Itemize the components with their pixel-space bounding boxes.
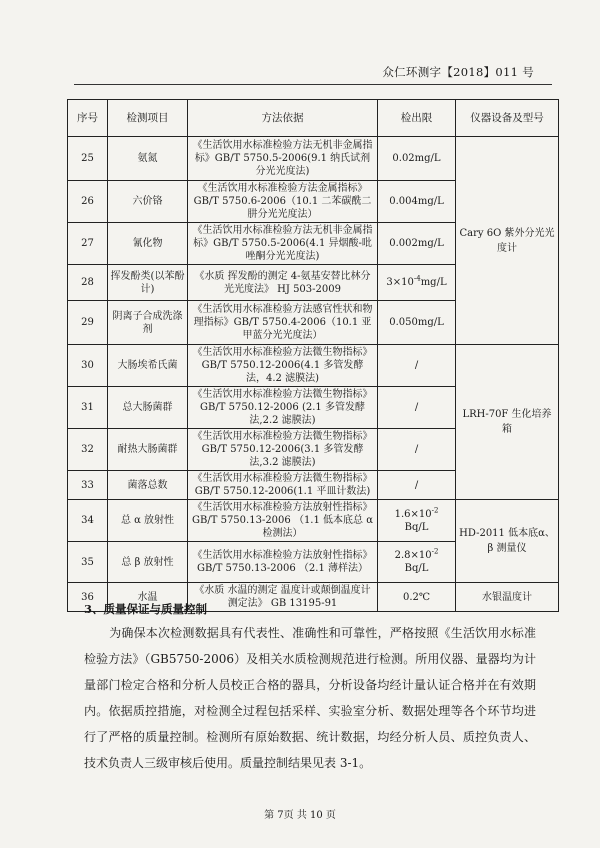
row-no: 25	[68, 137, 108, 181]
row-method: 《水质 挥发酚的测定 4-氨基安替比林分光光度法》 HJ 503-2009	[188, 265, 378, 301]
row-method: 《生活饮用水标准检验方法放射性指标》GB/T 5750.13-2006 （1.1 低本底总 α 检测法）	[188, 500, 378, 542]
row-item: 氰化物	[108, 223, 188, 265]
instrument-uv: Cary 6O 紫外分光光度计	[456, 137, 559, 345]
col-header-no: 序号	[68, 100, 108, 137]
row-item: 总 α 放射性	[108, 500, 188, 542]
row-limit: /	[378, 471, 456, 500]
row-item: 总 β 放射性	[108, 542, 188, 583]
row-item: 总大肠菌群	[108, 387, 188, 429]
row-method: 《生活饮用水标准检验方法微生物指标》GB/T 5750.12-2006(4.1 多管发酵法，4.2 滤膜法)	[188, 345, 378, 387]
row-limit: /	[378, 429, 456, 471]
row-no: 36	[68, 583, 108, 612]
row-limit: 0.002mg/L	[378, 223, 456, 265]
row-method: 《生活饮用水标准检验方法放射性指标》GB/T 5750.13-2006 （2.1 薄样法）	[188, 542, 378, 583]
row-limit	[378, 542, 456, 583]
row-method: 《生活饮用水标准检验方法微生物指标》GB/T 5750.12-2006 (2.1 多管发酵法,2.2 滤膜法)	[188, 387, 378, 429]
row-method: 《生活饮用水标准检验方法微生物指标》GB/T 5750.12-2006(1.1 平皿计数法)	[188, 471, 378, 500]
limit-unit: mg/L	[420, 277, 447, 288]
table-header-row	[68, 100, 559, 137]
section-heading: 3、质量保证与质量控制	[84, 602, 208, 616]
col-header-limit: 检出限	[378, 100, 456, 137]
limit-exponent: -2	[431, 547, 439, 556]
row-no: 35	[68, 542, 108, 583]
limit-base: 1.6×10	[394, 508, 432, 520]
row-item: 挥发酚类(以苯酚计)	[108, 265, 188, 301]
col-header-item: 检测项目	[108, 100, 188, 137]
row-no: 29	[68, 301, 108, 345]
limit-unit: Bq/L	[404, 521, 429, 533]
row-limit	[378, 500, 456, 542]
limit-exponent: -2	[431, 506, 439, 515]
test-method-table	[67, 99, 559, 612]
row-no: 34	[68, 500, 108, 542]
instrument-incubator: LRH-70F 生化培养箱	[456, 345, 559, 500]
row-item: 阴离子合成洗涤剂	[108, 301, 188, 345]
row-no: 32	[68, 429, 108, 471]
row-no: 33	[68, 471, 108, 500]
row-no: 28	[68, 265, 108, 301]
row-no: 26	[68, 181, 108, 223]
row-limit	[378, 265, 456, 301]
table-row	[68, 137, 559, 181]
row-no: 30	[68, 345, 108, 387]
row-limit: /	[378, 387, 456, 429]
instrument-thermometer: 水银温度计	[456, 583, 559, 612]
table-row	[68, 500, 559, 542]
row-item: 菌落总数	[108, 471, 188, 500]
row-item: 六价铬	[108, 181, 188, 223]
row-no: 27	[68, 223, 108, 265]
instrument-radiation: HD-2011 低本底α、β 测量仪	[456, 500, 559, 583]
row-method: 《生活饮用水标准检验方法金属指标》GB/T 5750.6-2006（10.1 二苯碳酰二肼分光光度法）	[188, 181, 378, 223]
row-method: 《生活饮用水标准检验方法无机非金属指标》GB/T 5750.5-2006(9.1 纳氏试剂分光光度法)	[188, 137, 378, 181]
limit-exponent: -4	[413, 274, 421, 283]
row-limit: /	[378, 345, 456, 387]
row-item: 水温	[108, 583, 188, 612]
row-limit: 0.050mg/L	[378, 301, 456, 345]
row-method: 《水质 水温的测定 温度计或颠倒温度计测定法》 GB 13195-91	[188, 583, 378, 612]
row-item: 氨氮	[108, 137, 188, 181]
limit-base: 2.8×10	[394, 550, 432, 561]
row-limit: 0.004mg/L	[378, 181, 456, 223]
row-limit: 0.02mg/L	[378, 137, 456, 181]
row-method: 《生活饮用水标准检验方法微生物指标》GB/T 5750.12-2006(3.1 多管发酵法,3.2 滤膜法)	[188, 429, 378, 471]
header-divider	[74, 84, 552, 85]
row-no: 31	[68, 387, 108, 429]
col-header-method: 方法依据	[188, 100, 378, 137]
row-method: 《生活饮用水标准检验方法感官性状和物理指标》GB/T 5750.4-2006（10.1 亚甲蓝分光光度法）	[188, 301, 378, 345]
row-item: 耐热大肠菌群	[108, 429, 188, 471]
limit-base: 3×10	[386, 277, 414, 288]
row-limit: 0.2℃	[378, 583, 456, 612]
table-row	[68, 345, 559, 387]
limit-unit: Bq/L	[404, 563, 429, 574]
row-method: 《生活饮用水标准检验方法无机非金属指标》GB/T 5750.5-2006(4.1 异烟酸-吡唑酮分光光度法)	[188, 223, 378, 265]
page-number: 第 7页 共 10 页	[264, 810, 336, 821]
col-header-instrument: 仪器设备及型号	[456, 100, 559, 137]
row-item: 大肠埃希氏菌	[108, 345, 188, 387]
report-code: 众仁环测字【2018】011 号	[382, 65, 534, 79]
section-paragraph: 为确保本次检测数据具有代表性、准确性和可靠性，严格按照《生活饮用水标准检验方法》（GB5750-2006）及相关水质检测规范进行检测。所用仪器、量器均为计量部门检定合格和分析人员校正合格的器具，分析设备均经计量认证合格并在有效期内。依据质控措施，对检测全过程包括采样、实验室分析、数据处理等各个环节均进行了严格的质量控制。检测所有原始数据、统计数据，均经分析人员、质控负责人、技术负责人三级审核后使用。质量控制结果见表 3-1。	[84, 626, 536, 770]
